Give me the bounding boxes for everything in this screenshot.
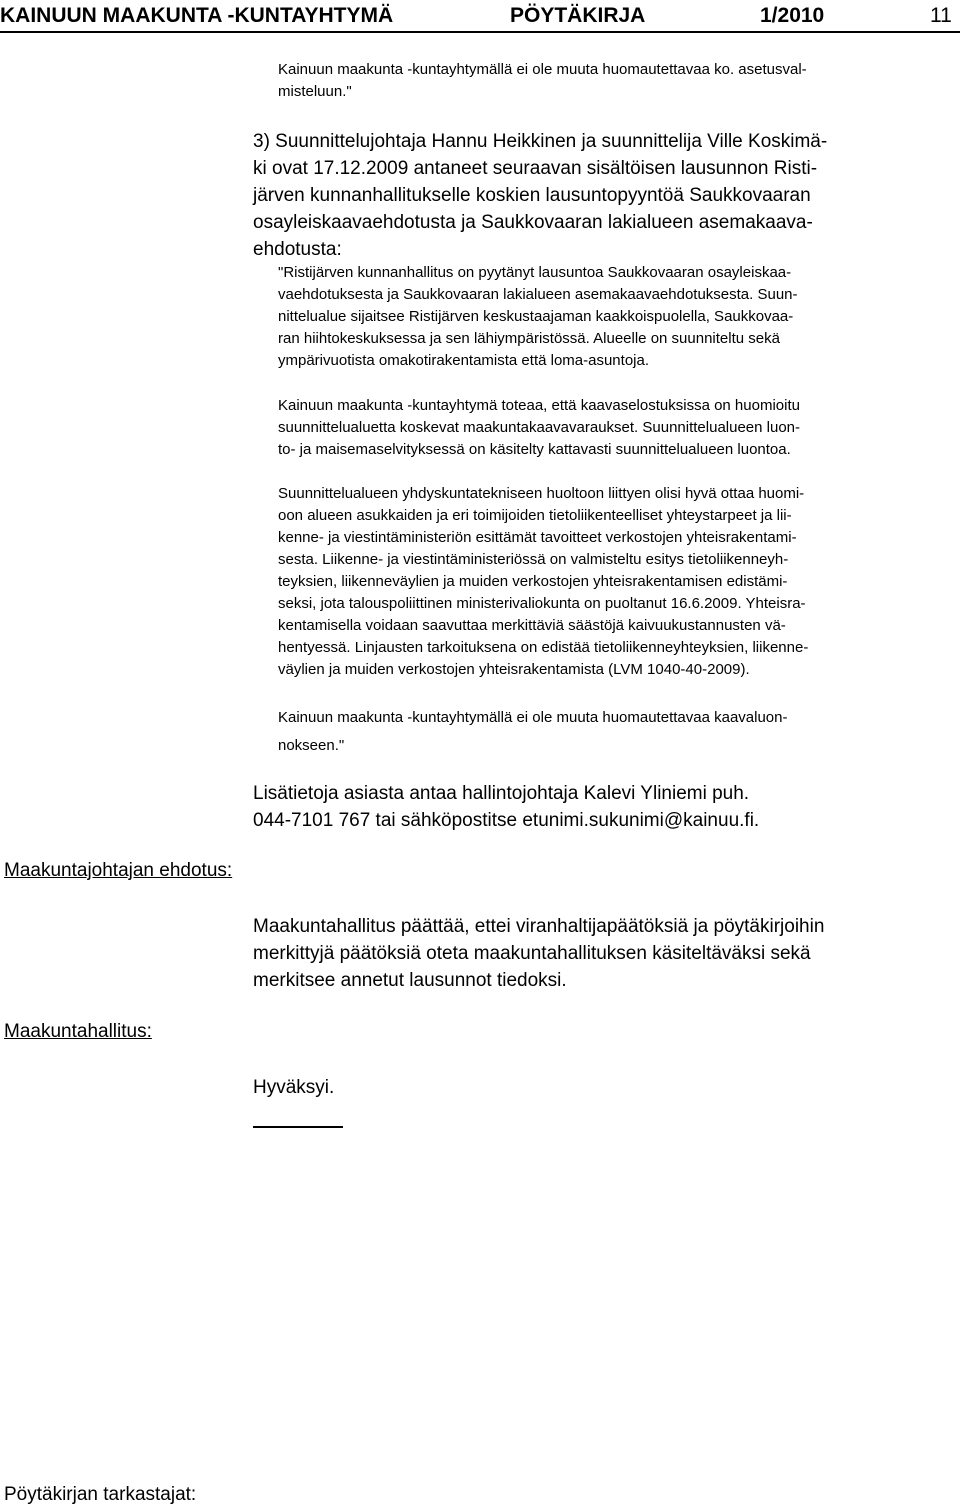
text-line: ki ovat 17.12.2009 antaneet seuraavan sisältöisen lausunnon Risti- (253, 158, 818, 179)
board-label: Maakuntahallitus: (4, 1021, 152, 1042)
text-line: vaehdotuksesta ja Saukkovaaran lakialueen asemakaavaehdotuksesta. Suun- (278, 286, 798, 303)
text-line: suunnittelualuetta koskevat maakuntakaavavaraukset. Suunnittelualueen luon- (278, 419, 801, 436)
text-line: ehdotusta: (253, 239, 342, 260)
text-line: misteluun." (278, 83, 352, 100)
quoted-statement-para-4 (278, 704, 787, 760)
quoted-statement-para-1 (278, 262, 798, 372)
text-line: 044-7101 767 tai sähköpostitse etunimi.sukunimi@kainuu.fi. (253, 810, 760, 831)
text-line: kenne- ja viestintäministeriön esittämät tavoitteet verkostojen yhteisrakentami- (278, 529, 797, 546)
text-line: sesta. Liikenne- ja viestintäministeriössä on valmisteltu esitys tietoliikenneyh- (278, 551, 789, 568)
text-line: järven kunnanhallitukselle koskien lausuntopyyntöä Saukkovaaran (253, 185, 811, 206)
text-line: Maakuntahallitus päättää, ettei viranhaltijapäätöksiä ja pöytäkirjoihin (253, 916, 825, 937)
text-line: väylien ja muiden verkostojen yhteisrakentamista (LVM 1040-40-2009). (278, 661, 750, 678)
statement-intro (253, 128, 827, 263)
signature-line (253, 1126, 343, 1128)
text-line: Kainuun maakunta -kuntayhtymällä ei ole muuta huomautettavaa ko. asetusval- (278, 61, 807, 78)
issue-number: 1/2010 (760, 4, 825, 27)
text-line: "Ristijärven kunnanhallitus on pyytänyt lausuntoa Saukkovaaran osayleiskaa- (278, 264, 792, 281)
text-line: nittelualue sijaitsee Ristijärven keskustaajaman kaakkoispuolella, Saukkovaa- (278, 308, 794, 325)
text-line: Kainuun maakunta -kuntayhtymällä ei ole muuta huomautettavaa kaavaluon- (278, 709, 788, 726)
text-line: to- ja maisemaselvityksessä on käsitelty kattavasti suunnittelualueen luontoa. (278, 441, 791, 458)
text-line: 3) Suunnittelujohtaja Hannu Heikkinen ja suunnittelija Ville Koskimä- (253, 131, 828, 152)
header-rule (0, 31, 960, 33)
text-line: oon alueen asukkaiden ja eri toimijoiden tietoliikenteelliset yhteystarpeet ja lii- (278, 507, 792, 524)
decision-text: Hyväksyi. (253, 1077, 335, 1098)
text-line: merkitsee annetut lausunnot tiedoksi. (253, 970, 567, 991)
page-number: 11 (930, 4, 952, 27)
text-line: nokseen." (278, 737, 345, 754)
document-type: PÖYTÄKIRJA (510, 4, 646, 27)
checkers-label: Pöytäkirjan tarkastajat: (4, 1484, 197, 1505)
organization-name: KAINUUN MAAKUNTA -KUNTAYHTYMÄ (0, 4, 394, 27)
quoted-statement-para-2 (278, 395, 800, 461)
contact-info (253, 780, 759, 834)
text-line: teyksien, liikenneväylien ja muiden verkostojen yhteisrakentamisen edistämi- (278, 573, 788, 590)
text-line: ympärivuotista omakotirakentamista että loma-asuntoja. (278, 352, 650, 369)
page-header (0, 0, 960, 32)
text-line: osayleiskaavaehdotusta ja Saukkovaaran lakialueen asemakaava- (253, 212, 813, 233)
proposal-text (253, 913, 824, 994)
quoted-statement-para-3 (278, 483, 808, 681)
text-line: Lisätietoja asiasta antaa hallintojohtaja Kalevi Yliniemi puh. (253, 783, 750, 804)
paragraph-prev-end (278, 59, 807, 103)
text-line: hentyessä. Linjausten tarkoituksena on edistää tietoliikenneyhteyksien, liikenne- (278, 639, 809, 656)
text-line: kentamisella voidaan saavuttaa merkittäviä säästöjä kaivuukustannusten vä- (278, 617, 786, 634)
proposal-label: Maakuntajohtajan ehdotus: (4, 860, 233, 881)
text-line: seksi, jota talouspoliittinen ministerivaliokunta on puoltanut 16.6.2009. Yhteisra- (278, 595, 806, 612)
text-line: ran hiihtokeskuksessa ja sen lähiympäristössä. Alueelle on suunniteltu sekä (278, 330, 780, 347)
text-line: Suunnittelualueen yhdyskuntatekniseen huoltoon liittyen olisi hyvä ottaa huomi- (278, 485, 805, 502)
text-line: merkittyjä päätöksiä oteta maakuntahallituksen käsiteltäväksi sekä (253, 943, 811, 964)
text-line: Kainuun maakunta -kuntayhtymä toteaa, että kaavaselostuksissa on huomioitu (278, 397, 800, 414)
